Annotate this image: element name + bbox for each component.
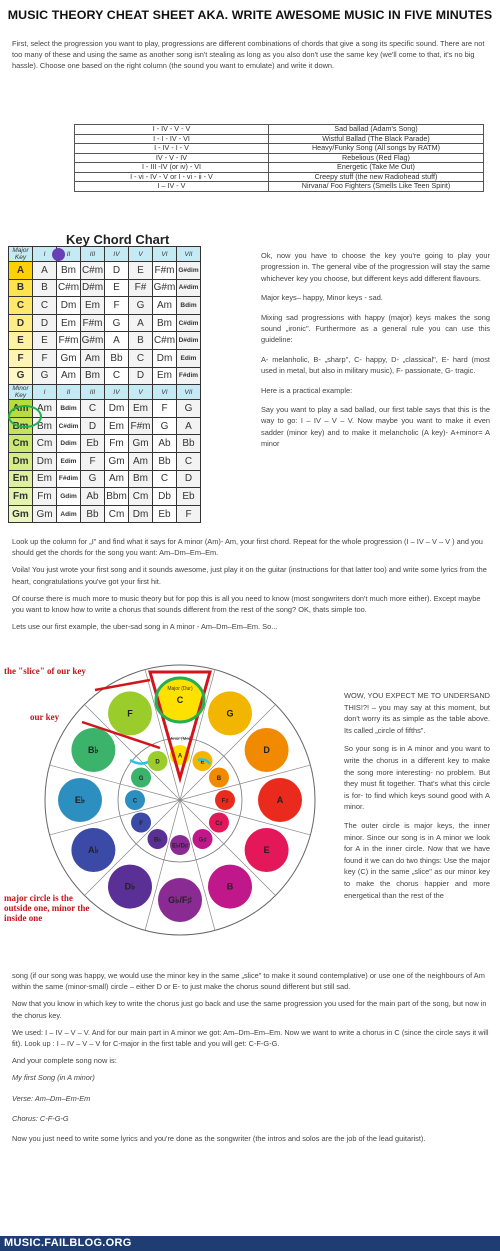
paragraph: We used: I – IV – V – V. And for our main part in A minor we got: Am–Dm–Em–Em. Now we want to write a chorus in C (since the circle says it will fit). Look up : I – IV – V – V for C-major in the first table and you will get: C-F-G-G. xyxy=(12,1027,489,1049)
major-key-label: G♭/F♯ xyxy=(168,895,192,905)
paragraph: Major keys– happy, Minor keys - sad. xyxy=(261,293,383,303)
key-chart-header-cell: V xyxy=(129,247,153,262)
key-chart-key-cell: D xyxy=(9,314,33,332)
key-chart-chord-cell: Am xyxy=(105,470,129,488)
paragraph: Of course there is much more to music theory but for pop this is all you need to know (most songwriters don't much more either). Except maybe you want to know how to write a chorus that sounds different from the rest of the song? OK, thats simple too. xyxy=(12,593,481,615)
key-chart-key-cell: Bm xyxy=(9,417,33,435)
key-chart-row xyxy=(9,452,201,470)
key-chart-chord-cell: F#m xyxy=(129,417,153,435)
key-chart-chord-cell: A xyxy=(105,332,129,350)
key-chart-chord-cell: G xyxy=(105,314,129,332)
key-chart-chord-cell: G xyxy=(177,400,201,418)
progression-table xyxy=(74,124,484,192)
annotation-slice: the "slice" of our key xyxy=(4,666,86,676)
key-chart-chord-cell: Dm xyxy=(33,452,57,470)
footer-site-label: MUSIC.FAILBLOG.ORG xyxy=(4,1237,132,1249)
song-chorus: Chorus: C-F-G-G xyxy=(12,1113,69,1123)
progression-sound: Energetic (Take Me Out) xyxy=(269,163,484,173)
paragraph: Say you want to play a sad ballad, our first table says that this is the way to go: I – IV – V – V. Now maybe you want to make it even sadder (minor key) and to make it melancholic (A key)- A+minor= A minor xyxy=(261,405,490,449)
key-chart-chord-cell: Em xyxy=(129,400,153,418)
key-chart-chord-cell: F xyxy=(33,349,57,367)
key-chart-chord-cell: Bb xyxy=(153,452,177,470)
circle-text xyxy=(344,690,490,908)
paragraph: Mixing sad progressions with happy (major) keys makes the song sound „ironic". Furthermore as a general rule you can use this guideline: xyxy=(261,312,490,345)
key-chart-chord-cell: G#dim xyxy=(177,262,201,280)
footer-bar xyxy=(0,1236,500,1251)
major-key-label: C xyxy=(176,695,184,705)
key-chart-header-cell: I xyxy=(33,247,57,262)
minor-key-label: B♭ xyxy=(153,837,162,844)
key-chart-chord-cell: Ddim xyxy=(57,435,81,453)
paragraph: Ok, now you have to choose the key you're going to play your progression in. The general vibe of the progression will stay the same whichever key you choose, but different keys add different flavours. xyxy=(261,251,490,283)
key-chart-chord-cell: G xyxy=(81,470,105,488)
progression-sound: Sad ballad (Adam's Song) xyxy=(269,125,484,135)
paragraph: Here is a practical example: xyxy=(261,385,353,395)
progression-chords: I - IV - I - V xyxy=(75,144,269,154)
key-chart-chord-cell: Bm xyxy=(57,262,81,280)
key-chart-chord-cell: D xyxy=(33,314,57,332)
key-chart-chord-cell: D#dim xyxy=(177,332,201,350)
key-chart-chord-cell: D#m xyxy=(81,279,105,297)
key-chart-chord-cell: C#m xyxy=(153,332,177,350)
key-chart-chord-cell: F# xyxy=(129,279,153,297)
key-chart-header-cell: VII xyxy=(177,247,201,262)
key-chart-header-cell: Major Key xyxy=(9,247,33,262)
key-chart-key-cell: Gm xyxy=(9,505,33,523)
key-chart-chord-cell: G xyxy=(129,297,153,315)
middle-text xyxy=(12,536,490,638)
key-chart-chord-cell: F xyxy=(81,452,105,470)
key-chart-chord-cell: A xyxy=(33,262,57,280)
key-chart-chord-cell: Gm xyxy=(57,349,81,367)
key-chart-header-cell: IV xyxy=(105,385,129,400)
paragraph: A- melanholic, B- „sharp", C- happy, D- „classical", E- hard (most used in metal, but also in military music), F- passionate, G- tragic. xyxy=(261,354,490,376)
key-chart-header-cell: VII xyxy=(177,385,201,400)
key-chart-chord-cell: D xyxy=(81,417,105,435)
key-chart-chord-cell: Ab xyxy=(81,488,105,506)
key-chart-chord-cell: Bdim xyxy=(57,400,81,418)
key-chart-chord-cell: F#dim xyxy=(177,367,201,385)
progression-row xyxy=(75,153,484,163)
key-chart-chord-cell: Am xyxy=(153,297,177,315)
minor-key-label: A xyxy=(177,753,183,760)
progression-row xyxy=(75,182,484,192)
paragraph: Voila! You just wrote your first song and it sounds awesome, just play it on the guitar (instructions for that latter too) and write some lyrics from the heart, congratulations you've got your first hit. xyxy=(12,565,487,586)
minor-key-label: B xyxy=(216,776,222,782)
key-chart-chord-cell: Em xyxy=(57,314,81,332)
progression-chords: I – IV - V xyxy=(75,182,269,192)
key-chart-chord-cell: Bm xyxy=(153,314,177,332)
key-chart-chord-cell: D xyxy=(177,470,201,488)
key-chart-chord-cell: Em xyxy=(105,417,129,435)
minor-key-label: F xyxy=(139,821,143,827)
paragraph: Now that you know in which key to write the chorus just go back and use the same progression you used for the main part of the song, but now in the chorus key. xyxy=(12,999,487,1020)
progression-row xyxy=(75,163,484,173)
key-chart-chord-cell: Bbm xyxy=(105,488,129,506)
key-chart-header-cell: I xyxy=(33,385,57,400)
key-chart-chord-cell: Am xyxy=(81,349,105,367)
key-chart-header-cell: VI xyxy=(153,385,177,400)
key-chart-chord-cell: E xyxy=(129,262,153,280)
key-chart-row xyxy=(9,262,201,280)
minor-top-label: Minor (Mol) xyxy=(168,736,192,741)
key-chart-chord-cell: C xyxy=(33,297,57,315)
paragraph: The outer circle is major keys, the inner minor. Since our song is in A minor we look for A in the inner circle. Now that we have found it we can do two things: Use the major key (C) in the same „slice" as our minor key to make the chorus happier and more energetical than the rest of the xyxy=(344,820,490,900)
key-chart-chord-cell: Bm xyxy=(129,470,153,488)
key-chart-row xyxy=(9,349,201,367)
key-chart-chord-cell: G#m xyxy=(153,279,177,297)
major-key-label: G xyxy=(226,708,234,719)
paragraph: And your complete song now is: xyxy=(12,1056,117,1066)
progression-sound: Nirvana/ Foo Fighters (Smells Like Teen Spirit) xyxy=(269,182,484,192)
key-chart-chord-cell: Bm xyxy=(81,367,105,385)
key-chart-header-cell: II xyxy=(57,385,81,400)
key-chart-chord-cell: Ab xyxy=(153,435,177,453)
key-chart-chord-cell: Gm xyxy=(33,505,57,523)
key-chart-header-row xyxy=(9,385,201,400)
paragraph: song (if our song was happy, we would use the minor key in the same „slice" to make it sound contemplative) or use one of the neighbours of Am within the same (minor-small) circle – either D or E- to just make the chorus sound different but still sad. xyxy=(12,971,485,992)
key-chart-row xyxy=(9,314,201,332)
key-chart-chord-cell: C#dim xyxy=(177,314,201,332)
key-chart-chord-cell: Bb xyxy=(105,349,129,367)
progression-row xyxy=(75,144,484,154)
key-chart-chord-cell: Em xyxy=(33,470,57,488)
key-chart-row xyxy=(9,367,201,385)
key-chart-chord-cell: Eb xyxy=(177,488,201,506)
progression-sound: Wistful Ballad (The Black Parade) xyxy=(269,134,484,144)
minor-key-label: C xyxy=(132,798,138,805)
paragraph: WOW, YOU EXPECT ME TO UNDERSAND THIS!?! – you may say at this moment, but don't worry its as simple as the table above. Its called „circle of fifths". xyxy=(344,691,490,735)
progression-chords: I - IV - V - V xyxy=(75,125,269,135)
key-chart-chord-cell: F xyxy=(105,297,129,315)
key-chart-chord-cell: F#m xyxy=(153,262,177,280)
key-chart-header-cell: IV xyxy=(105,247,129,262)
closing-paragraph: Now you just need to write some lyrics and you're done as the songwriter (the intros and solos are the job of the lead guitarist). xyxy=(12,1134,426,1144)
progression-chords: I - vi - IV - V or I - vi - ii - V xyxy=(75,172,269,182)
key-chart-chord-cell: Db xyxy=(153,488,177,506)
key-chart-chord-cell: A xyxy=(129,314,153,332)
roman-one-highlight xyxy=(52,248,65,261)
progression-chords: IV - V - IV xyxy=(75,153,269,163)
key-chart-chord-cell: Em xyxy=(81,297,105,315)
key-chart-chord-cell: C xyxy=(153,470,177,488)
major-key-label: D xyxy=(263,745,270,755)
key-chart-chord-cell: C xyxy=(129,349,153,367)
key-chart-row xyxy=(9,297,201,315)
minor-key-label: G xyxy=(138,776,144,782)
key-chart-chord-cell: Cm xyxy=(129,488,153,506)
key-chart-chord-cell: Bb xyxy=(177,435,201,453)
progression-sound: Heavy/Funky Song (All songs by RATM) xyxy=(269,144,484,154)
key-chart-key-cell: F xyxy=(9,349,33,367)
key-chart-chord-cell: G xyxy=(33,367,57,385)
key-chart-chord-cell: Bdim xyxy=(177,297,201,315)
progression-sound: Creepy stuff (the new Radiohead stuff) xyxy=(269,172,484,182)
key-chart-row xyxy=(9,279,201,297)
key-chart-chord-cell: C#dim xyxy=(57,417,81,435)
key-chart-chord-cell: Fm xyxy=(33,488,57,506)
key-chart-key-cell: Dm xyxy=(9,452,33,470)
major-key-label: E xyxy=(263,845,270,855)
key-chart-row xyxy=(9,488,201,506)
major-key-label: B xyxy=(226,881,234,892)
key-chart-row xyxy=(9,470,201,488)
key-chart-chord-cell: Cm xyxy=(33,435,57,453)
key-chart-chord-cell: C xyxy=(177,452,201,470)
key-chart-chord-cell: C#m xyxy=(57,279,81,297)
key-chart-chord-cell: Am xyxy=(57,367,81,385)
key-chart-chord-cell: Bb xyxy=(81,505,105,523)
major-top-label: Major (Dur) xyxy=(167,686,193,692)
key-chart-key-cell: Cm xyxy=(9,435,33,453)
key-chart-chord-cell: G xyxy=(153,417,177,435)
major-key-label: A xyxy=(276,795,284,805)
key-chart-header-cell: V xyxy=(129,385,153,400)
key-chart-chord-cell: Dm xyxy=(153,349,177,367)
key-chart-chord-cell: Eb xyxy=(81,435,105,453)
key-chart-chord-cell: Gm xyxy=(129,435,153,453)
key-chart-chord-cell: Adim xyxy=(57,505,81,523)
key-chart-chord-cell: F xyxy=(177,505,201,523)
key-chart-chord-cell: B xyxy=(129,332,153,350)
annotation-our-key: our key xyxy=(30,712,60,722)
key-chart-key-cell: Am xyxy=(9,400,33,418)
key-chart-chord-cell: F#m xyxy=(57,332,81,350)
key-chart-chord-cell: G#m xyxy=(81,332,105,350)
key-chart-chord-cell: Am xyxy=(129,452,153,470)
key-chart-chord-cell: A#dim xyxy=(177,279,201,297)
intro-paragraph: First, select the progression you want to play, progressions are different combinations of chords that give a song its specific sound. There are not too many of these and using the same as another song isn't stealing as long as you also don't use the same key (we'll come to that, it's no big hassle). Choose one based on the right column (the sound you want to emulate) and write it down. xyxy=(12,39,485,71)
progression-chords: I - I - IV - VI xyxy=(75,134,269,144)
key-chart-key-cell: Fm xyxy=(9,488,33,506)
progression-chords: I - III -IV (or iv) - VI xyxy=(75,163,269,173)
key-chart-header-cell: Minor Key xyxy=(9,385,33,400)
key-chart-header-cell: III xyxy=(81,385,105,400)
key-chart-row xyxy=(9,332,201,350)
progression-row xyxy=(75,125,484,135)
progression-sound: Rebelious (Red Flag) xyxy=(269,153,484,163)
key-chart-chord-cell: Fm xyxy=(105,435,129,453)
key-chart-chord-cell: Eb xyxy=(153,505,177,523)
minor-key-label: F♯ xyxy=(221,798,229,805)
minor-key-label: E♭/D♯ xyxy=(172,843,188,850)
key-chart-chord-cell: Edim xyxy=(57,452,81,470)
key-chart-chord-cell: B xyxy=(33,279,57,297)
right-column xyxy=(261,250,490,458)
am-highlight-circle xyxy=(8,405,42,428)
minor-key-label: C♯ xyxy=(215,821,223,827)
key-chart-chord-cell: Dm xyxy=(105,400,129,418)
key-chart-chord-cell: Gm xyxy=(105,452,129,470)
key-chart-key-cell: C xyxy=(9,297,33,315)
major-key-label: A♭ xyxy=(88,845,99,855)
paragraph: Lets use our first example, the uber-sad song in A minor - Am–Dm–Em–Em. So... xyxy=(12,622,278,632)
minor-key-label: G♯ xyxy=(198,837,207,844)
key-chord-chart xyxy=(8,246,201,523)
key-chart-chord-cell: D xyxy=(105,262,129,280)
key-chart-header-cell: II xyxy=(57,247,81,262)
key-chart-chord-cell: C xyxy=(105,367,129,385)
key-chart-chord-cell: C#m xyxy=(81,262,105,280)
key-chart-chord-cell: F xyxy=(153,400,177,418)
key-chart-chord-cell: Am xyxy=(33,400,57,418)
major-key-label: B♭ xyxy=(88,745,99,755)
key-chart-chord-cell: E xyxy=(33,332,57,350)
minor-key-label: D xyxy=(155,759,160,766)
major-key-label: E♭ xyxy=(74,795,86,805)
key-chart-key-cell: Em xyxy=(9,470,33,488)
key-chart-key-cell: G xyxy=(9,367,33,385)
key-chart-key-cell: E xyxy=(9,332,33,350)
page-title: MUSIC THEORY CHEAT SHEET AKA. WRITE AWESOME MUSIC IN FIVE MINUTES xyxy=(7,8,493,22)
key-chart-chord-cell: Edim xyxy=(177,349,201,367)
key-chart-key-cell: B xyxy=(9,279,33,297)
annotation-major-circle: major circle is the outside one, minor the inside one xyxy=(4,893,90,923)
key-chart-header-row xyxy=(9,247,201,262)
bottom-text xyxy=(12,970,490,1144)
key-chart-chord-cell: F#m xyxy=(81,314,105,332)
key-chart-row xyxy=(9,505,201,523)
key-chart-chord-cell: Gdim xyxy=(57,488,81,506)
key-chart-row xyxy=(9,435,201,453)
key-chart-chord-cell: Cm xyxy=(105,505,129,523)
minor-key-label: E xyxy=(200,759,205,766)
key-chart-chord-cell: E xyxy=(105,279,129,297)
song-title: My first Song (in A minor) xyxy=(12,1073,95,1083)
paragraph: Look up the column for „I" and find what it says for A minor (Am)- Am, your first chord. Repeat for the whole progression (I – IV – V – V ) and you should get the chords for the song you want: Am–Dm–Em–Em. xyxy=(12,537,483,558)
song-verse: Verse: Am–Dm–Em-Em xyxy=(12,1093,91,1103)
paragraph: So your song is in A minor and you want to write the chorus in a different key to make the song more interesting- no problem. But they must fit together. That's what this circle is for- to find which keys sound good with A minor. xyxy=(344,744,490,812)
key-chart-chord-cell: Bm xyxy=(33,417,57,435)
key-chart-chord-cell: Dm xyxy=(57,297,81,315)
key-chart-chord-cell: D xyxy=(129,367,153,385)
key-chart-header-cell: III xyxy=(81,247,105,262)
key-chart-chord-cell: Em xyxy=(153,367,177,385)
key-chart-title: Key Chord Chart xyxy=(66,232,170,247)
key-chart-chord-cell: F#dim xyxy=(57,470,81,488)
key-chart-chord-cell: Dm xyxy=(129,505,153,523)
major-key-label: D♭ xyxy=(124,881,136,892)
key-chart-key-cell: A xyxy=(9,262,33,280)
key-chart-chord-cell: A xyxy=(177,417,201,435)
key-chart-header-cell: VI xyxy=(153,247,177,262)
major-key-label: F xyxy=(127,708,133,719)
key-chart-chord-cell: C xyxy=(81,400,105,418)
